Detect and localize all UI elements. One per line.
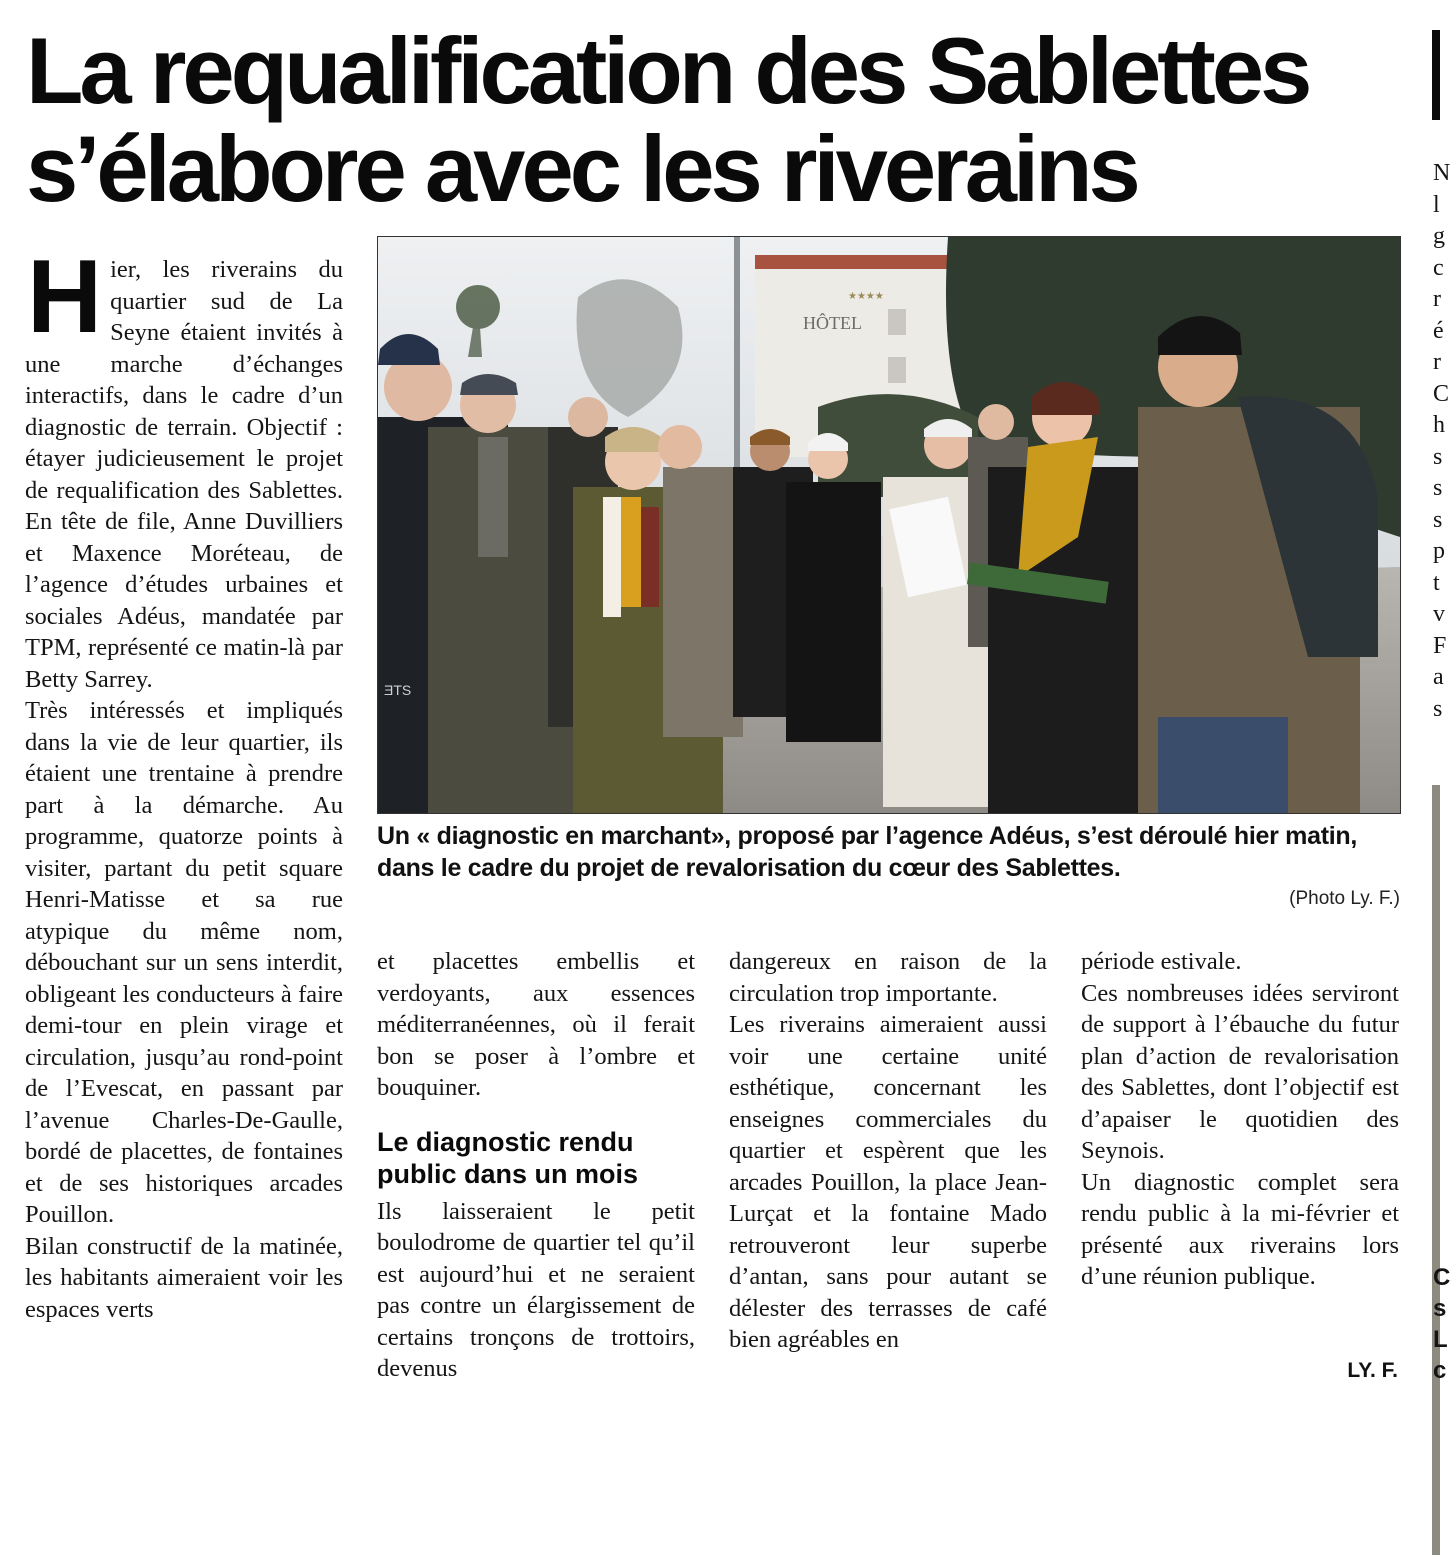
article-column-2 (377, 946, 695, 1385)
article-photo (377, 236, 1401, 814)
headline-line-1: La requalification des Sablettes (26, 18, 1309, 123)
neighbor-text-letter: v (1433, 601, 1445, 627)
neighbor-text-letter: é (1433, 317, 1444, 344)
article-column-4 (1081, 946, 1399, 1293)
neighbor-headline-fragment (1432, 30, 1440, 120)
lead-paragraph-text: ier, les riverains du quartier sud de La Seyne étaient invités à une marche d’échanges interactifs, dans le cadre d’un diagnostic de terrain. Objectif : étayer judicieusement le projet de requalification des Sablettes. En tête de file, Anne Duvilliers et Maxence Moréteau, de l’agence d’études urbaines et sociales Adéus, mandatée par TPM, représenté ce matin-là par Betty Sarrey. (25, 256, 343, 693)
neighbor-text-letter: s (1433, 443, 1443, 470)
neighbor-caption-letter: C (1433, 1264, 1450, 1291)
section-subheading: Le diagnostic rendu public dans un mois (377, 1126, 639, 1189)
photo-illustration (378, 237, 1400, 813)
neighbor-text-letter: N (1433, 160, 1450, 186)
neighbor-text-letter: C (1433, 380, 1450, 407)
body-paragraph: dangereux en raison de la circulation trop importante. (729, 948, 1047, 1007)
neighbor-text-letter: p (1433, 538, 1445, 564)
body-paragraph: Très intéressés et impliqués dans la vie de leur quartier, ils étaient une trentaine à prendre part à la démarche. Au programme, quatorze points à visiter, partant du petit square Henri-Matisse et sa rue atypique du même nom, débouchant sur un sens interdit, obligeant les conducteurs à faire demi-tour en plein virage et circulation, jusqu’au rond-point de l’Evescat, en passant par l’avenue Charles-De-Gaulle, bordé de placettes, de fontaines et de ses historiques arcades Pouillon. (25, 697, 343, 1228)
photo-credit: (Photo Ly. F.) (1289, 888, 1400, 909)
body-paragraph: et placettes embellis et verdoyants, aux essences méditerranéennes, où il ferait bon se poser à l’ombre et bouquiner. (377, 948, 695, 1101)
body-paragraph: Bilan constructif de la matinée, les habitants aimeraient voir les espaces verts (25, 1232, 343, 1323)
neighbor-text-letter: l (1433, 191, 1440, 218)
drop-cap: H (27, 239, 103, 355)
body-paragraph: Ces nombreuses idées serviront de support à l’ébauche du futur plan d’action de revalorisation des Sablettes, dont l’objectif est d’apaiser le quotidien des Seynois. (1081, 979, 1399, 1164)
neighbor-text-letter: c (1433, 254, 1444, 281)
neighbor-text-letter: s (1433, 506, 1443, 533)
neighbor-caption-letter: L (1433, 1326, 1448, 1353)
body-paragraph: Ils laisseraient le petit boulodrome de quartier tel qu’il est aujourd’hui et ne seraient pas contre un élargissement de certains tronçons de trottoirs, devenus (377, 1197, 695, 1382)
neighbor-text-letter: F (1433, 632, 1447, 659)
neighbor-text-letter: r (1433, 349, 1441, 375)
article-column-3 (729, 946, 1047, 1356)
neighbor-caption-letter: s (1433, 1295, 1447, 1322)
article-column-1 (25, 239, 343, 1325)
hotel-sign: HÔTEL (803, 313, 862, 333)
neighbor-text-letter: t (1433, 569, 1440, 596)
hotel-stars: ★★★★ (848, 291, 884, 302)
headline-line-2: s’élabore avec les riverains (26, 116, 1137, 221)
neighbor-text-letter: s (1433, 695, 1443, 722)
jacket-print: ƎTS (384, 682, 412, 698)
neighbor-text-letter: g (1433, 223, 1445, 249)
neighbor-text-letter: r (1433, 286, 1441, 312)
body-paragraph: Les riverains aimeraient aussi voir une certaine unité esthétique, concernant les enseignes commerciales du quartier et espèrent que les arcades Pouillon, la place Jean-Lurçat et la fontaine Mado retrouveront leur superbe d’antan, sans pour autant se délester des terrasses de café bien agréables en (729, 1011, 1047, 1353)
neighbor-text-letter: h (1433, 412, 1445, 438)
author-signature: LY. F. (1347, 1359, 1398, 1382)
article-headline (26, 18, 1416, 221)
neighbor-caption-letter: c (1433, 1357, 1447, 1384)
neighbor-text-letter: s (1433, 475, 1443, 501)
neighbor-photo-fragment (1432, 785, 1440, 1555)
body-paragraph: Un diagnostic complet sera rendu public à la mi-février et présenté aux riverains lors d’une réunion publique. (1081, 1168, 1399, 1290)
lead-paragraph (25, 239, 343, 695)
photo-caption: Un « diagnostic en marchant», proposé par l’agence Adéus, s’est déroulé hier matin, dans le cadre du projet de revalorisation du cœur des Sablettes. (377, 822, 1357, 882)
neighbor-text-letter: a (1433, 664, 1444, 690)
body-paragraph: période estivale. (1081, 948, 1242, 975)
